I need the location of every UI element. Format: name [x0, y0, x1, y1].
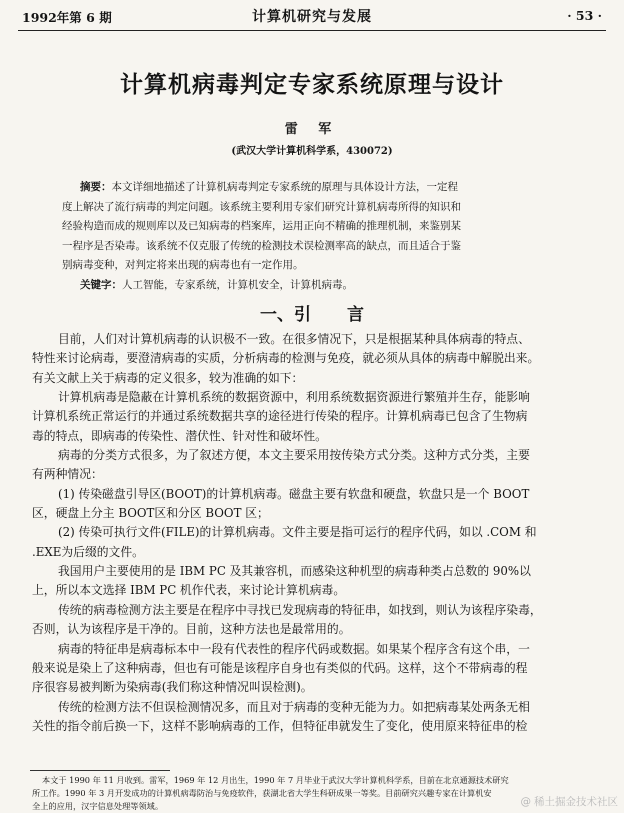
watermark	[521, 794, 619, 809]
watermark-symbol: @	[520, 796, 531, 808]
body-line: 计算机病毒是隐蔽在计算机系统的数据资源中，利用系统数据资源进行繁殖并生存，能影响	[58, 390, 530, 405]
body-line: 般来说是染上了这种病毒，但也有可能是该程序自身也有类似的代码。这样，这个不带病毒的程	[32, 660, 528, 675]
abstract-label: 摘要：	[80, 181, 112, 193]
footnote-line: 所工作。1990 年 3 月开发成功的计算机病毒防治与免疫软件，获湖北省大学生科研成果一等奖。目前研究兴趣专家在计算机安	[32, 788, 492, 798]
body-text	[32, 330, 591, 736]
body-line: (1) 传染磁盘引导区(BOOT)的计算机病毒。磁盘主要有软盘和硬盘，软盘只是一个 BOOT	[58, 486, 530, 501]
journal-name: 计算机研究与发展	[252, 9, 372, 25]
body-line: (2) 传染可执行文件(FILE)的计算机病毒。文件主要是指可运行的程序代码，如以 .COM 和	[58, 525, 537, 540]
body-line: 有两种情况：	[32, 467, 103, 482]
header-rule	[18, 30, 606, 31]
keywords-label: 关键字：	[80, 278, 122, 291]
body-line: 关性的指令前后换一下，这样不影响病毒的工作，但特征串就发生了变化，使用原来特征串的检	[32, 718, 528, 733]
keywords-line	[80, 276, 578, 296]
body-line: .EXE为后缀的文件。	[32, 544, 144, 559]
body-line: 病毒的特征串是病毒标本中一段有代表性的程序代码或数据。如果某个程序含有这个串，一	[58, 641, 530, 656]
running-header	[22, 6, 602, 28]
body-line: 区，硬盘上分主 BOOT区和分区 BOOT 区；	[32, 506, 269, 521]
author-name: 雷 军	[284, 122, 340, 137]
body-line: 有关文献上关于病毒的定义很多，较为准确的如下：	[32, 370, 304, 385]
abstract-line: 摘要：本文详细地描述了计算机病毒判定专家系统的原理与具体设计方法，一定程	[80, 181, 458, 193]
body-line: 我国用户主要使用的是 IBM PC 及其兼容机，而感染这种机型的病毒种类占总数的 90%以	[58, 564, 531, 579]
author-affiliation: (武汉大学计算机科学系，430072)	[231, 146, 393, 157]
body-line: 计算机系统正常运行的并通过系统数据共享的途径进行传染的程序。计算机病毒已包含了生物病	[32, 409, 528, 424]
abstract-line: 经验构造而成的规则库以及已知病毒的档案库，运用正向不精确的推理机制，来鉴别某	[62, 220, 461, 233]
footnote-line: 全上的应用，汉字信息处理等领域。	[32, 801, 164, 811]
body-line: 特性来讨论病毒，要澄清病毒的实质，分析病毒的检测与免疫，就必须从具体的病毒中解脱出来。	[32, 351, 540, 366]
body-line: 目前，人们对计算机病毒的认识极不一致。在很多情况下，只是根据某种具体病毒的特点、	[58, 332, 530, 346]
body-line: 传统的病毒检测方法主要是在程序中寻找已发现病毒的特征串，如找到，则认为该程序染毒，	[58, 602, 542, 617]
body-line: 序很容易被判断为染病毒(我们称这种情况叫误检测)。	[32, 680, 313, 695]
issue-label: 1992年第 6 期	[22, 10, 112, 25]
section-title: 言	[347, 305, 364, 325]
page-number: · 53 ·	[567, 8, 602, 23]
footnote-line: 本文于 1990 年 11 月收到。雷军，1969 年 12 月出生，1990 年 7 月毕业于武汉大学计算机科学系，目前在北京通源技术研究	[42, 775, 509, 785]
body-line: 毒的特点，即病毒的传染性、潜伏性、针对性和破坏性。	[32, 428, 327, 443]
section-number: 一、引	[260, 305, 311, 325]
body-line: 病毒的分类方式很多，为了叙述方便，本文主要采用按传染方式分类。这种方式分类，主要	[58, 448, 530, 463]
article-title: 计算机病毒判定专家系统原理与设计	[120, 71, 504, 98]
watermark-text: 稀土掘金技术社区	[534, 796, 618, 808]
abstract-line: 度上解决了流行病毒的判定问题。该系统主要利用专家们研究计算机病毒所得的知识和	[62, 200, 461, 213]
body-line: 上，所以本文选择 IBM PC 机作代表，来讨论计算机病毒。	[32, 583, 346, 598]
abstract-line: 一程序是否染毒。该系统不仅克服了传统的检测技术误检测率高的缺点，而且适合于鉴	[62, 239, 461, 252]
abstract-line: 别病毒变种，对判定将来出现的病毒也有一定作用。	[62, 259, 304, 272]
section-heading	[0, 300, 624, 325]
keywords: 人工智能，专家系统，计算机安全，计算机病毒。	[122, 278, 353, 291]
body-line: 否则，认为该程序是干净的。目前，这种方法也是最常用的。	[32, 622, 351, 637]
body-line: 传统的检测方法不但误检测情况多，而且对于病毒的变种无能为力。如把病毒某处两条无相	[58, 699, 530, 714]
footnote-rule	[30, 770, 170, 771]
abstract	[60, 178, 578, 296]
